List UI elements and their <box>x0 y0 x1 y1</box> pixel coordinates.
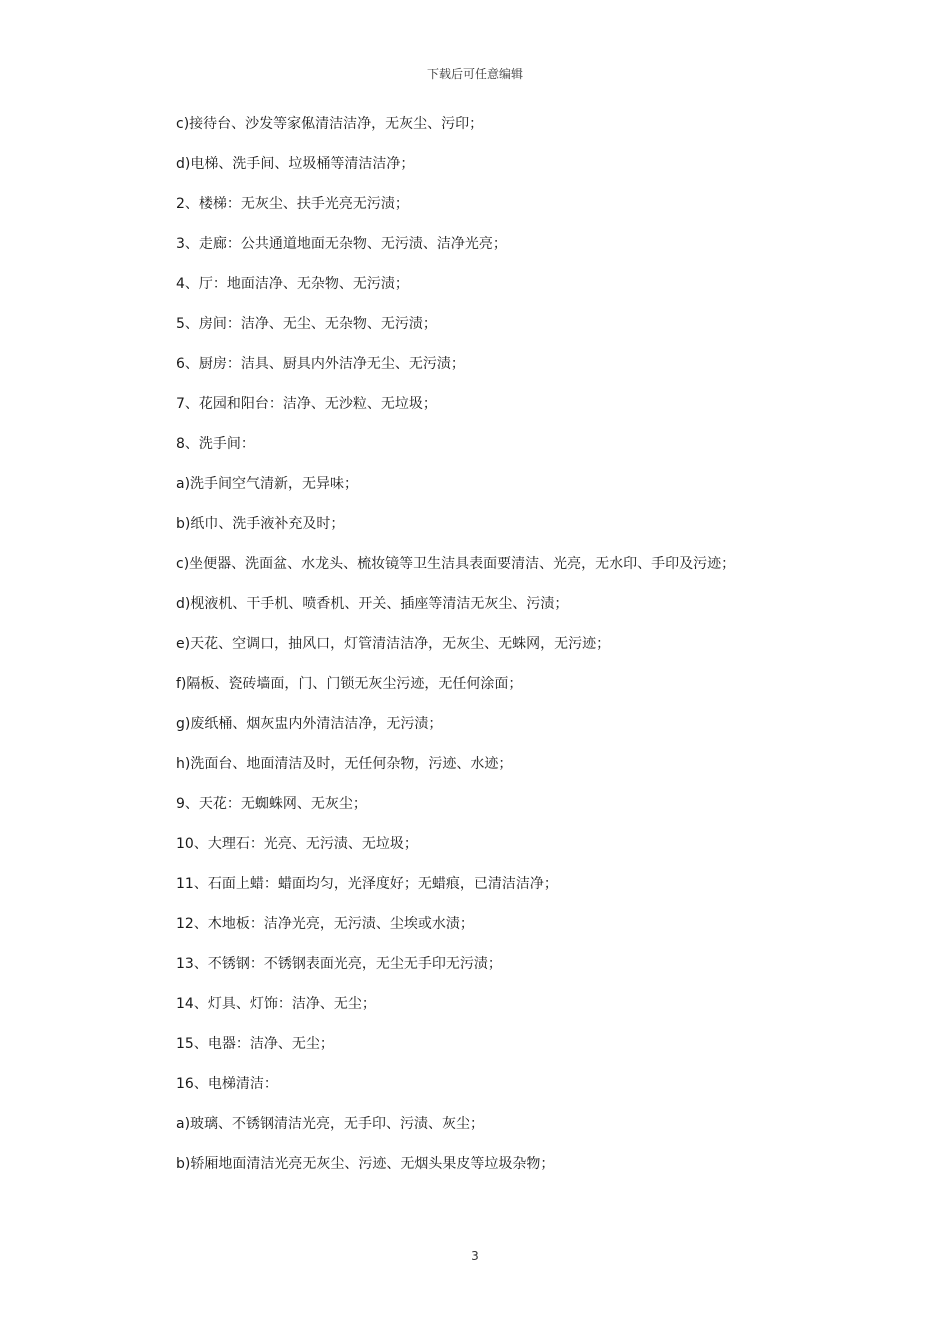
paragraph: 14、灯具、灯饰：洁净、无尘； <box>176 996 376 1012</box>
paragraph: 15、电器：洁净、无尘； <box>176 1036 334 1052</box>
paragraph: 5、房间：洁净、无尘、无杂物、无污渍； <box>176 316 437 332</box>
paragraph: 3、走廊：公共通道地面无杂物、无污渍、洁净光亮； <box>176 236 507 252</box>
paragraph: 13、不锈钢：不锈钢表面光亮，无尘无手印无污渍； <box>176 956 502 972</box>
paragraph: a)玻璃、不锈钢清洁光亮，无手印、污渍、灰尘； <box>176 1116 485 1132</box>
paragraph: 6、厨房：洁具、厨具内外洁净无尘、无污渍； <box>176 356 465 372</box>
paragraph: h)洗面台、地面清洁及时，无任何杂物，污迹、水迹； <box>176 756 513 772</box>
paragraph: 12、木地板：洁净光亮，无污渍、尘埃或水渍； <box>176 916 474 932</box>
paragraph: 7、花园和阳台：洁净、无沙粒、无垃圾； <box>176 396 437 412</box>
page-number: 3 <box>471 1249 479 1263</box>
paragraph: g)废纸桶、烟灰盅内外清洁洁净，无污渍； <box>176 716 443 732</box>
paragraph: c)坐便器、洗面盆、水龙头、梳妆镜等卫生洁具表面要清洁、光亮，无水印、手印及污迹； <box>176 556 736 572</box>
paragraph: a)洗手间空气清新，无异味； <box>176 476 359 492</box>
paragraph: 4、厅：地面洁净、无杂物、无污渍； <box>176 276 409 292</box>
paragraph: 11、石面上蜡：蜡面均匀，光泽度好；无蜡痕，已清洁洁净； <box>176 876 558 892</box>
paragraph: c)接待台、沙发等家俬清洁洁净，无灰尘、污印； <box>176 116 484 132</box>
paragraph: e)天花、空调口，抽风口，灯管清洁洁净，无灰尘、无蛛网，无污迹； <box>176 636 611 652</box>
paragraph: d)枧液机、干手机、喷香机、开关、插座等清洁无灰尘、污渍； <box>176 596 569 612</box>
page-header: 下载后可任意编辑 <box>426 67 523 81</box>
paragraph: 10、大理石：光亮、无污渍、无垃圾； <box>176 836 418 852</box>
paragraph: b)纸巾、洗手液补充及时； <box>176 516 345 532</box>
paragraph: 2、楼梯：无灰尘、扶手光亮无污渍； <box>176 196 409 212</box>
paragraph: 9、天花：无蜘蛛网、无灰尘； <box>176 796 367 812</box>
paragraph: 16、电梯清洁： <box>176 1076 278 1092</box>
paragraph: f)隔板、瓷砖墙面，门、门锁无灰尘污迹，无任何涂面； <box>176 676 523 692</box>
paragraph: b)轿厢地面清洁光亮无灰尘、污迹、无烟头果皮等垃圾杂物； <box>176 1156 555 1172</box>
document-body <box>144 114 814 1194</box>
paragraph: 8、洗手间： <box>176 436 255 452</box>
paragraph: d)电梯、洗手间、垃圾桶等清洁洁净； <box>176 156 415 172</box>
